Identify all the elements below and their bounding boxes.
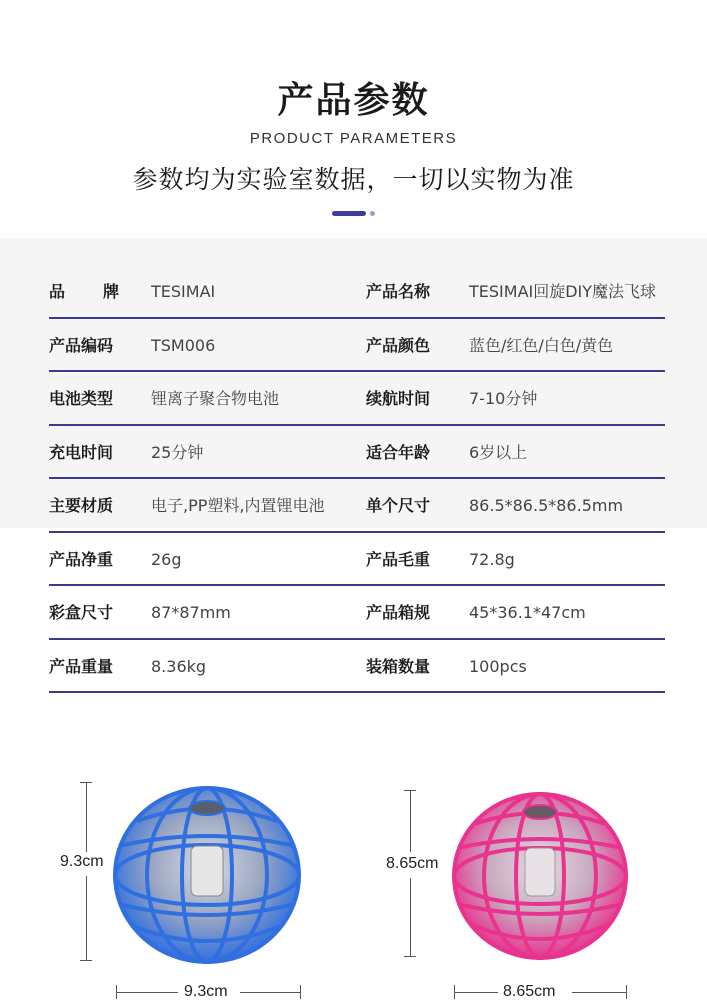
spec-value: 72.8g [469, 549, 515, 569]
spec-value: TSM006 [151, 335, 216, 355]
height-dimension-line [86, 782, 87, 852]
blue-ball-illustration [113, 786, 301, 964]
width-tick-right [626, 985, 627, 999]
spec-label: 产品毛重 [366, 549, 431, 569]
height-tick-bottom [80, 960, 92, 961]
height-dimension-line [410, 790, 411, 852]
spec-label: 产品颜色 [366, 335, 431, 355]
width-dimension-line [454, 992, 498, 993]
spec-row [49, 586, 665, 640]
pink-ball-image [452, 792, 628, 960]
page-title: 产品参数 [277, 80, 430, 121]
width-dimension-line [240, 992, 300, 993]
spec-label: 续航时间 [366, 389, 431, 408]
height-dimension-line [410, 878, 411, 956]
spec-row [49, 533, 665, 587]
pink-ball-illustration [452, 792, 628, 960]
spec-row [49, 426, 665, 480]
spec-value: 87*87mm [151, 603, 231, 622]
spec-value: 26g [151, 549, 182, 569]
spec-label: 彩盒尺寸 [49, 603, 114, 622]
spec-label: 单个尺寸 [366, 496, 431, 515]
title-underline-bar [332, 211, 366, 216]
spec-label: 产品编码 [49, 335, 114, 355]
spec-value: 25分钟 [151, 442, 204, 462]
height-dimension-line [86, 876, 87, 960]
spec-row [49, 372, 665, 426]
width-dimension-line [116, 992, 178, 993]
spec-label: 品牌 [49, 282, 158, 301]
spec-value: 电子,PP塑料,内置锂电池 [151, 496, 325, 515]
spec-label: 产品名称 [366, 282, 431, 301]
spec-label: 电池类型 [49, 389, 114, 408]
spec-label: 装箱数量 [366, 656, 431, 676]
pink-ball-height-label: 8.65cm [386, 855, 439, 872]
header-section [0, 0, 707, 238]
title-underline-dot [370, 211, 375, 216]
blue-ball-height-label: 9.3cm [60, 853, 104, 870]
width-dimension-line [572, 992, 626, 993]
spec-row [49, 479, 665, 533]
height-tick-bottom [404, 956, 416, 957]
blue-ball-width-label: 9.3cm [184, 983, 228, 1000]
page-title-english: PRODUCT PARAMETERS [249, 130, 458, 147]
spec-value: 6岁以上 [469, 442, 528, 462]
pink-ball-width-label: 8.65cm [503, 983, 556, 1000]
spec-value: 100pcs [469, 656, 527, 676]
spec-value: 45*36.1*47cm [469, 603, 586, 622]
spec-value: 锂离子聚合物电池 [151, 389, 280, 408]
spec-table [49, 265, 665, 693]
spec-label: 产品箱规 [366, 603, 431, 622]
spec-value: TESIMAI [151, 282, 216, 301]
spec-value: TESIMAI回旋DIY魔法飞球 [469, 282, 657, 301]
spec-value: 86.5*86.5*86.5mm [469, 496, 624, 515]
spec-value: 8.36kg [151, 656, 207, 676]
spec-label: 充电时间 [49, 442, 114, 462]
spec-value: 蓝色/红色/白色/黄色 [469, 335, 614, 355]
spec-label: 主要材质 [49, 496, 114, 515]
spec-row [49, 640, 665, 694]
spec-row [49, 319, 665, 373]
blue-ball-image [113, 786, 301, 964]
spec-row [49, 265, 665, 319]
spec-label: 适合年龄 [366, 442, 431, 462]
spec-value: 7-10分钟 [469, 389, 538, 408]
page-subtitle: 参数均为实验室数据，一切以实物为准 [132, 165, 575, 194]
spec-label: 产品重量 [49, 656, 114, 676]
spec-label: 产品净重 [49, 549, 114, 569]
width-tick-right [300, 985, 301, 999]
